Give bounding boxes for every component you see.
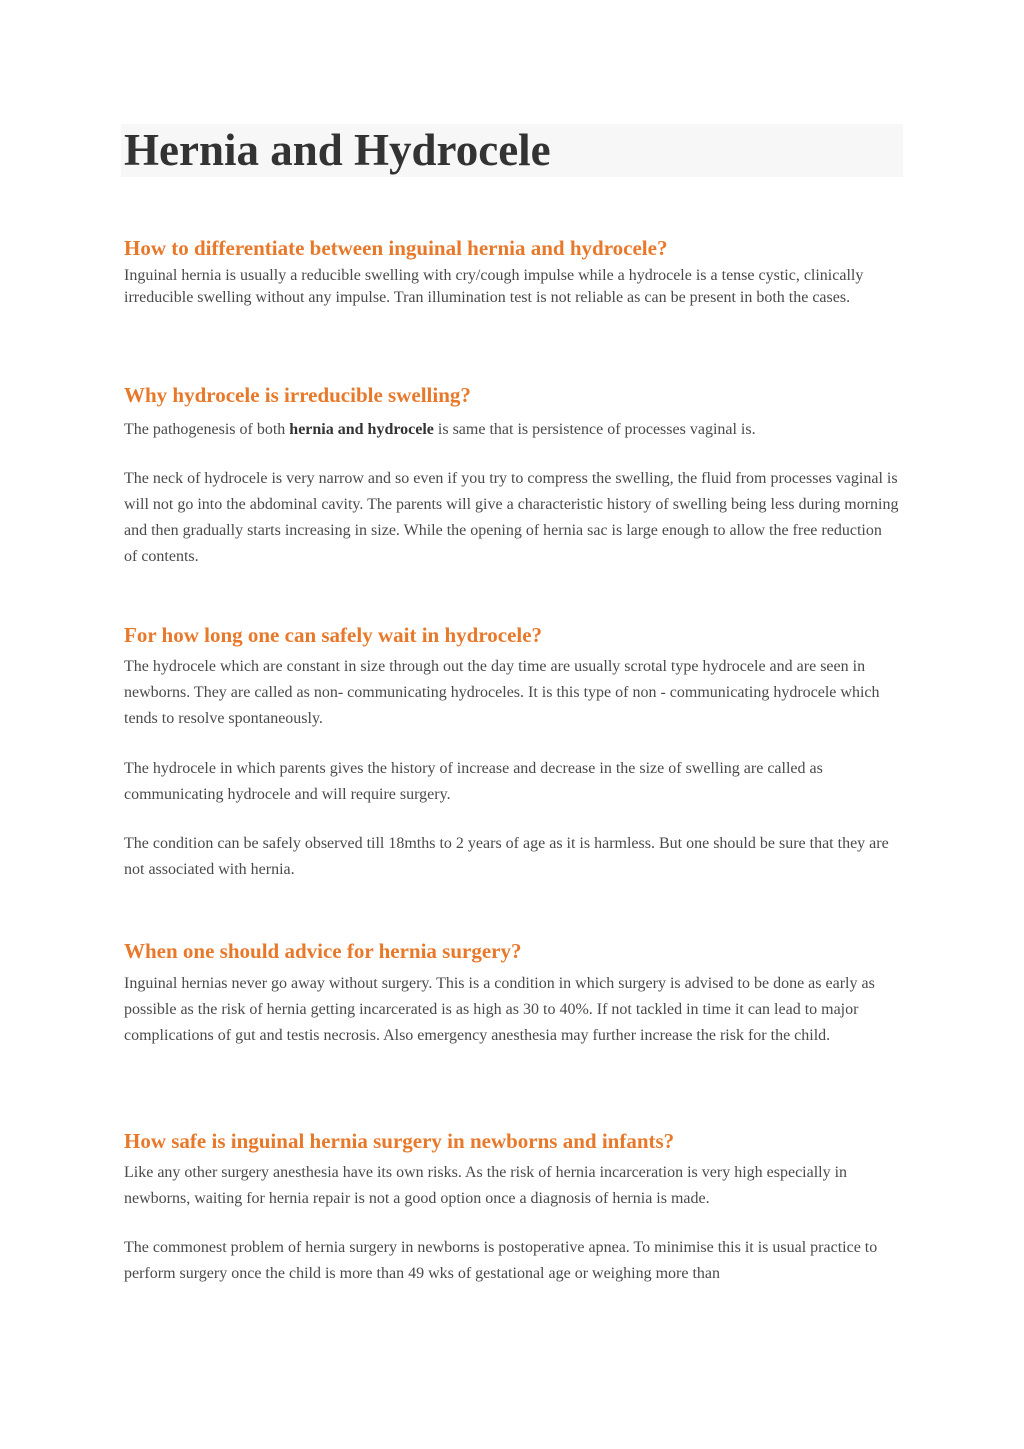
section-paragraph: Inguinal hernias never go away without surgery. This is a condition in which surgery is advised to be done as early as possible as the risk of hernia getting incarcerated is as high as 30 to 40%. If not tackled in time it can lead to major complications of gut and testis necrosis. Also emergency anesthesia may further increase the risk for the child. <box>124 975 875 1044</box>
paragraph-text: The pathogenesis of both <box>124 421 290 438</box>
section-paragraph: The hydrocele in which parents gives the history of increase and decrease in the size of swelling are called as communicating hydrocele and will require surgery. <box>124 760 823 803</box>
section-heading: For how long one can safely wait in hydrocele? <box>124 623 543 647</box>
section-paragraph: The neck of hydrocele is very narrow and so even if you try to compress the swelling, the fluid from processes vaginal is will not go into the abdominal cavity. The parents will give a characteristic history of swelling being less during morning and then gradually starts increasing in size. While the opening of hernia sac is large enough to allow the free reduction of contents. <box>124 470 899 565</box>
section-surgery-advice <box>124 938 899 1049</box>
section-paragraph: The commonest problem of hernia surgery in newborns is postoperative apnea. To minimise this it is usual practice to perform surgery once the child is more than 49 wks of gestational age or weighing more than <box>124 1239 878 1282</box>
section-heading: Why hydrocele is irreducible swelling? <box>124 383 471 407</box>
title-box <box>121 124 903 177</box>
section-differentiate <box>124 235 899 308</box>
section-safe-wait <box>124 622 899 883</box>
section-paragraph: The hydrocele which are constant in size through out the day time are usually scrotal type hydrocele and are seen in newborns. They are called as non- communicating hydroceles. It is this type of non - communicating hydrocele which tends to resolve spontaneously. <box>124 658 880 727</box>
page-title: Hernia and Hydrocele <box>124 125 551 175</box>
section-irreducible <box>124 382 899 570</box>
bold-term: hernia and hydrocele <box>289 421 434 438</box>
section-heading: How safe is inguinal hernia surgery in newborns and infants? <box>124 1129 675 1153</box>
section-heading: How to differentiate between inguinal hernia and hydrocele? <box>124 236 668 260</box>
section-paragraph <box>124 417 899 443</box>
paragraph-text: is same that is persistence of processes vaginal is. <box>433 421 756 438</box>
section-heading: When one should advice for hernia surgery? <box>124 939 522 963</box>
section-paragraph: The condition can be safely observed till 18mths to 2 years of age as it is harmless. But one should be sure that they are not associated with hernia. <box>124 835 889 878</box>
section-surgery-safety <box>124 1128 899 1287</box>
section-paragraph: Inguinal hernia is usually a reducible swelling with cry/cough impulse while a hydrocele is a tense cystic, clinically irreducible swelling without any impulse. Tran illumination test is not reliable as can be present in both the cases. <box>124 267 864 306</box>
section-paragraph: Like any other surgery anesthesia have its own risks. As the risk of hernia incarceration is very high especially in newborns, waiting for hernia repair is not a good option once a diagnosis of hernia is made. <box>124 1164 848 1207</box>
